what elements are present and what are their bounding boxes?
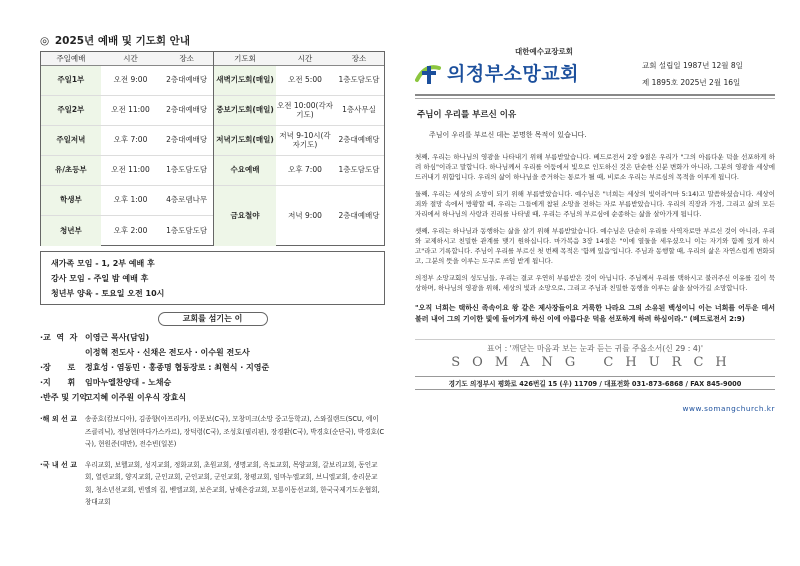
website-link[interactable]: www.somangchurch.kr xyxy=(682,404,775,413)
prayer-meeting-table xyxy=(214,52,384,245)
header-cell: 장소 xyxy=(179,54,194,63)
staff-names: 고지혜 이주원 이우식 장효식 xyxy=(85,393,187,402)
place-room: 대예배당 xyxy=(350,210,380,220)
place-room: 사무실 xyxy=(354,105,376,115)
schedule-row xyxy=(41,156,213,186)
staff-role: ·반주 및 기악 xyxy=(40,393,88,402)
missions-domestic xyxy=(40,459,385,509)
place-room: 도담도담 xyxy=(350,75,380,85)
service-time: 오후 1:00 xyxy=(113,195,148,205)
place-floor: 2층 xyxy=(338,210,351,220)
place-floor: 2층 xyxy=(338,135,351,145)
schedule-row xyxy=(214,96,384,126)
header-cell: 시간 xyxy=(297,54,313,63)
place-floor: 1층 xyxy=(166,225,179,235)
service-name: 새벽기도회(매일) xyxy=(214,66,276,95)
service-place xyxy=(334,136,384,145)
service-name: 주일1부 xyxy=(41,66,101,95)
staff-role xyxy=(40,345,85,360)
service-place xyxy=(160,227,213,236)
place-floor: 1층 xyxy=(338,75,351,85)
header-cell: 기도회 xyxy=(234,54,256,63)
time-note: (각자기도) xyxy=(292,130,331,149)
schedule-table xyxy=(40,51,385,246)
service-time xyxy=(276,166,334,175)
sermon-paragraph: 첫째, 우리는 하나님의 영광을 나타내기 위해 부름받았습니다. 베드로전서 2장 9절은 우리가 "그의 아름다운 덕을 선포하게 하려 하심"이라고 말합니다. 하나님께서 우리를 어둠에서 빛으로 인도하신 것은 단순한 신분 변화가 아니라, 그분의 영광을 세상에 드러내기 위함입니다. 우리의 삶이 하나님을 증거하는 통로가 될 때, 비로소 우리는 부르심의 목적을 이루게 됩니다. xyxy=(415,153,775,181)
service-place xyxy=(334,76,384,85)
staff-names: 임마누엘찬양대 - 노채승 xyxy=(85,378,172,387)
staff-row xyxy=(40,375,385,390)
notice-item: 강사 모임 - 주일 밤 예배 후 xyxy=(51,274,149,283)
cross-logo-icon xyxy=(415,60,443,86)
service-name: 금요철야 xyxy=(214,186,276,246)
schedule-row xyxy=(214,186,384,246)
service-place xyxy=(334,166,384,175)
staff-names: 이정혁 전도사 · 신채은 전도사 · 이수원 전도사 xyxy=(85,348,250,357)
service-time xyxy=(276,132,334,149)
time-main: 저녁 9-10시 xyxy=(279,130,321,140)
schedule-row xyxy=(214,126,384,156)
place-room: 대예배당 xyxy=(178,135,208,145)
schedule-row xyxy=(41,186,213,216)
staff-names: 이영근 목사(담임) xyxy=(85,333,150,342)
right-page xyxy=(415,34,775,413)
header-cell: 시간 xyxy=(123,54,138,63)
divider xyxy=(415,94,775,96)
schedule-row xyxy=(214,156,384,186)
missions-abroad-list: 송종호(캄보디아), 김종향(아프리카), 이문보(C국), 모창미크(소망 중고등학교), 스와질랜드(SCU, 에이즈클리닉), 정남현(마다가스카르), 장덕령(C국), 조성호(필리핀), 장경환(C국), 박경호(순단국), 박경호(C국), 현원준(대만), 전수빈(일본) xyxy=(85,415,385,448)
sermon-paragraph: 셋째, 우리는 하나님과 동행하는 삶을 살기 위해 부름받았습니다. 예수님은 단순히 우리를 사역자로만 부르신 것이 아니라, 우리와 교제하시고 친밀한 관계를 맺기 원하십니다. 마가복음 3장 14절은 "이에 열둘을 세우셨으니 이는 자기와 함께 있게 하시고"라고 기록합니다. 주님이 우리를 부르신 첫 번째 목적은 '함께 있음'입니다. 주님과 동행할 때, 우리의 삶은 자연스럽게 변화되고, 그분의 뜻을 이루는 도구로 쓰임 받게 됩니다. xyxy=(415,227,775,265)
schedule-row xyxy=(41,96,213,126)
church-address: 경기도 의정부시 평화로 426번길 15 (우) 11709 / 대표전화 031-873-6868 / FAX 845-9000 xyxy=(415,376,775,390)
place-room: 도담도담 xyxy=(178,225,208,235)
notice-item: 청년부 양육 - 토요일 오전 10시 xyxy=(51,289,165,298)
time-main: 오후 7:00 xyxy=(288,165,322,175)
missions-abroad xyxy=(40,413,385,451)
sermon xyxy=(415,108,775,325)
header-cell: 주일예배 xyxy=(56,54,86,63)
schedule-title-text: 2025년 예배 및 기도회 안내 xyxy=(54,35,190,47)
sermon-paragraph: 둘째, 우리는 세상의 소망이 되기 위해 부름받았습니다. 예수님은 "너희는 세상의 빛이라"(마 5:14)고 말씀하셨습니다. 세상이 죄와 절망 속에서 방황할 때, 우리는 그들에게 참된 소망을 전하는 자로 부름받았습니다. 우리의 직장과 가정, 그리고 삶의 모든 자리에서 하나님의 사랑과 진리를 나타낼 때, 우리는 주님의 부르심에 순종하는 삶을 살아가게 됩니다. xyxy=(415,190,775,218)
schedule-title xyxy=(40,34,385,48)
staff-row xyxy=(40,330,385,345)
place-floor: 1층 xyxy=(338,165,351,175)
founded-date: 교회 설립일 1987년 12월 8일 xyxy=(642,61,743,70)
service-name: 주일2부 xyxy=(41,96,101,125)
time-main: 오전 10:00 xyxy=(277,100,316,110)
sermon-paragraph: 의정부 소망교회의 성도님들, 우리는 결코 우연히 부름받은 것이 아닙니다. 주님께서 우리를 택하시고 불러주신 이유를 깊이 묵상하며, 하나님의 영광을 위해, 세상의 빛과 소망으로, 그리고 주님과 친밀한 동행을 이루는 삶을 살아가길 소망합니다. xyxy=(415,274,775,292)
service-time: 오전 11:00 xyxy=(111,165,150,175)
left-page xyxy=(40,34,385,509)
staff-role: ·장 로 xyxy=(40,363,76,372)
service-time: 오후 7:00 xyxy=(113,135,148,145)
service-time: 오후 2:00 xyxy=(113,225,148,235)
service-name: 청년부 xyxy=(41,216,101,246)
service-name: 수요예배 xyxy=(214,156,276,185)
missions-abroad-label: ·해 외 선 교 xyxy=(40,415,78,423)
service-name: 학생부 xyxy=(41,186,101,215)
place-room: 대예배당 xyxy=(350,135,380,145)
schedule-row xyxy=(41,216,213,246)
church-motto: 표어 : '깨닫는 마음과 보는 눈과 듣는 귀를 주옵소서(신 29 : 4)' xyxy=(415,339,775,354)
table-header xyxy=(214,52,384,66)
staff-row xyxy=(40,345,385,360)
service-time: 오전 11:00 xyxy=(111,105,150,115)
service-name: 중보기도회(매일) xyxy=(214,96,276,125)
service-place xyxy=(160,166,213,175)
service-time: 오전 9:00 xyxy=(113,75,148,85)
schedule-row xyxy=(41,126,213,156)
place-room: 도담도담 xyxy=(178,165,208,175)
place-floor: 2층 xyxy=(166,75,179,85)
service-place xyxy=(334,212,384,221)
place-floor: 2층 xyxy=(166,105,179,115)
table-header xyxy=(41,52,213,66)
time-note: (각자기도) xyxy=(296,100,333,119)
staff-row xyxy=(40,360,385,375)
place-room: 로뎀나무 xyxy=(178,195,208,205)
staff-role: ·지 휘 xyxy=(40,378,76,387)
place-floor: 2층 xyxy=(166,135,179,145)
schedule-mark: ◎ xyxy=(40,35,50,47)
service-name: 저녁기도회(매일) xyxy=(214,126,276,155)
service-time xyxy=(276,102,334,119)
service-place xyxy=(160,196,213,205)
service-name: 주일저녁 xyxy=(41,126,101,155)
staff-role: ·교 역 자 xyxy=(40,333,78,342)
place-room: 대예배당 xyxy=(178,75,208,85)
church-logo xyxy=(415,59,579,86)
header-cell: 장소 xyxy=(351,54,367,63)
service-place xyxy=(334,106,384,115)
place-room: 대예배당 xyxy=(178,105,208,115)
schedule-row xyxy=(214,66,384,96)
scripture-quote: "오직 너희는 택하신 족속이요 왕 같은 제사장들이요 거룩한 나라요 그의 소유된 백성이니 이는 너희를 어두운 데서 불러 내어 그의 기이한 빛에 들어가게 하신 이에 아름다운 덕을 선포하게 하려 하심이라." (베드로전서 2:9) xyxy=(415,304,775,323)
notices-box xyxy=(40,251,385,305)
divider xyxy=(415,98,775,99)
somang-church-wordmark: SOMANG CHURCH xyxy=(451,355,739,370)
issue-number: 제 1895호 2025년 2월 16일 xyxy=(642,78,741,87)
notice-item: 새가족 모임 - 1, 2부 예배 후 xyxy=(51,259,155,268)
service-place xyxy=(160,76,213,85)
denomination: 대한예수교장로회 xyxy=(515,47,573,56)
place-room: 도담도담 xyxy=(350,165,380,175)
staff-row xyxy=(40,390,385,405)
missions-domestic-list: 우리교회, 보헬교회, 성지교회, 정화교회, 초원교회, 생명교회, 옥토교회, 목양교회, 갈보리교회, 동인교회, 열린교회, 양지교회, 군인교회, 군인교회, 군인교회, 창평교회, 임마누엘교회, 브니엘교회, 송리문교회, 청소년선교회, 빈엘의 집, 벧엘교회, 보은교회, 남해은강교회, 모룡이동선교회, 한국국제기도운협회, 창대교회 xyxy=(85,460,380,506)
service-place xyxy=(160,136,213,145)
staff-names: 정효성 · 염동민 · 홍종명 협동장로 : 최현식 · 지영준 xyxy=(85,363,270,372)
place-floor: 1층 xyxy=(166,165,179,175)
service-time xyxy=(276,76,334,85)
schedule-row xyxy=(41,66,213,96)
bulletin-meta xyxy=(642,57,743,91)
sunday-worship-table xyxy=(41,52,214,245)
church-name: 의정부소망교회 xyxy=(447,63,579,85)
sermon-subtitle: 주님이 우리를 부르신 데는 분명한 목적이 있습니다. xyxy=(429,131,587,139)
staff-title: 교회를 섬기는 이 xyxy=(158,312,268,326)
time-main: 오전 5:00 xyxy=(288,75,322,85)
sermon-title: 주님이 우리를 부르신 이유 xyxy=(417,110,517,120)
staff-list xyxy=(40,330,385,509)
missions-domestic-label: ·국 내 선 교 xyxy=(40,460,78,469)
service-name: 유/초등부 xyxy=(41,156,101,185)
place-floor: 4층 xyxy=(166,195,179,205)
masthead xyxy=(415,34,775,94)
service-time xyxy=(276,212,334,221)
time-main: 저녁 9:00 xyxy=(288,210,322,220)
service-place xyxy=(160,106,213,115)
place-floor: 1층 xyxy=(342,105,355,115)
